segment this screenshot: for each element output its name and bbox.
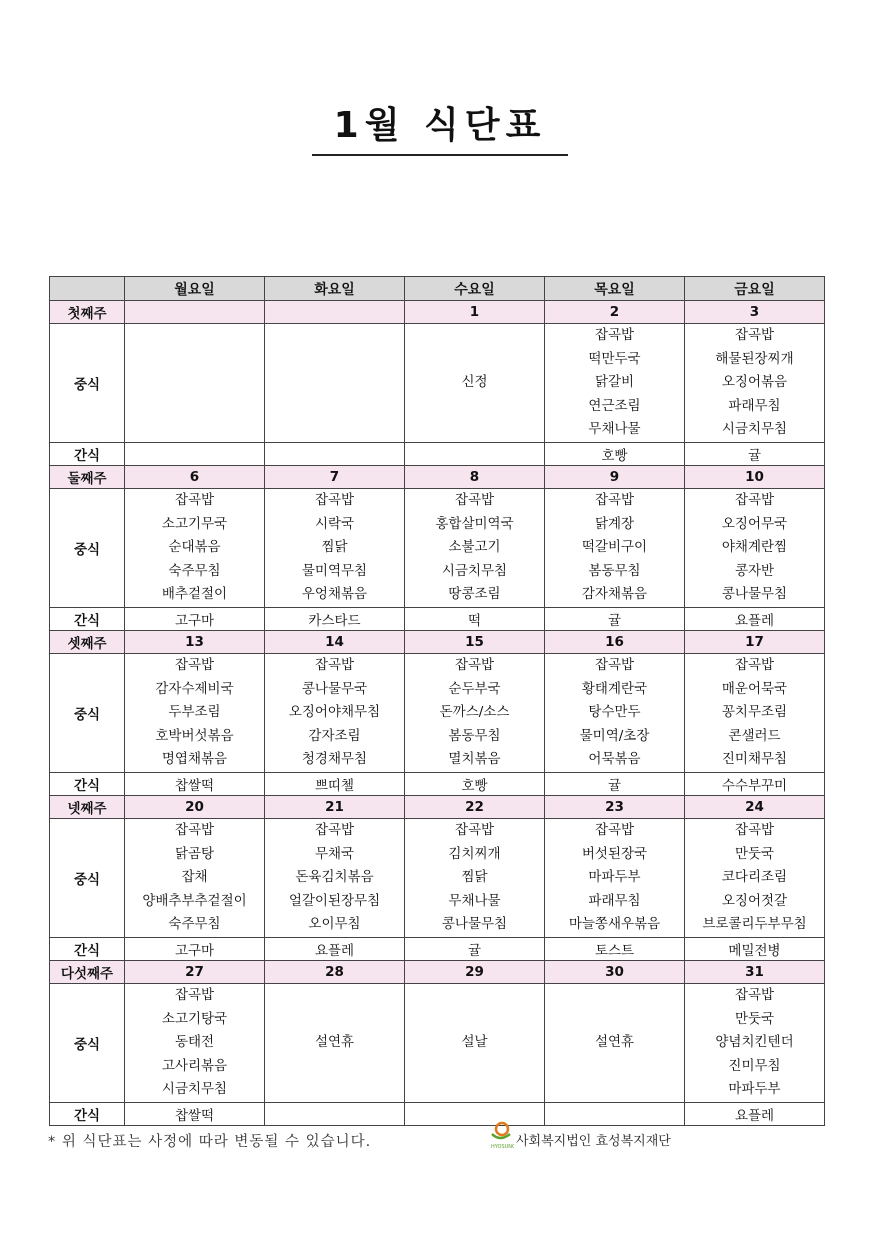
menu-item: 배추겉절이 (161, 586, 228, 603)
menu-item: 신정 (461, 374, 488, 391)
menu-item: 떡갈비구이 (581, 539, 648, 556)
lunch-row (50, 819, 825, 938)
lunch-row (50, 489, 825, 608)
menu-item: 소고기탕국 (161, 1010, 228, 1027)
menu-item: 우엉채볶음 (301, 586, 368, 603)
snack-cell: 귤 (685, 443, 825, 466)
lunch-cell (265, 984, 405, 1103)
date-cell: 17 (685, 631, 825, 654)
lunch-cell (125, 489, 265, 608)
week-label: 첫째주 (50, 301, 125, 324)
date-cell: 29 (405, 961, 545, 984)
snack-label: 간식 (50, 443, 125, 466)
menu-item: 닭계장 (594, 515, 635, 532)
menu-item: 무채국 (314, 845, 355, 862)
menu-item: 잡곡밥 (174, 822, 215, 839)
lunch-cell (405, 984, 545, 1103)
snack-cell: 찹쌀떡 (125, 1103, 265, 1126)
menu-item: 시락국 (314, 515, 355, 532)
snack-cell: 귤 (545, 608, 685, 631)
menu-item: 순대볶음 (168, 539, 221, 556)
menu-item: 청경채무침 (301, 751, 368, 768)
menu-item: 잡곡밥 (734, 987, 775, 1004)
menu-item: 잡곡밥 (594, 327, 635, 344)
week-label: 다섯째주 (50, 961, 125, 984)
menu-item: 멸치볶음 (448, 751, 501, 768)
menu-item: 무채나물 (588, 421, 641, 438)
lunch-cell (545, 984, 685, 1103)
menu-item: 탕수만두 (588, 704, 641, 721)
week-row (50, 961, 825, 984)
menu-item: 숙주무침 (168, 916, 221, 933)
week-label: 넷째주 (50, 796, 125, 819)
menu-item: 오징어볶음 (721, 374, 788, 391)
lunch-label: 중식 (50, 984, 125, 1103)
menu-item: 잡곡밥 (734, 327, 775, 344)
menu-item: 잡곡밥 (174, 492, 215, 509)
snack-cell: 귤 (405, 938, 545, 961)
menu-item: 잡곡밥 (314, 492, 355, 509)
lunch-cell (405, 819, 545, 938)
org-name: 사회복지법인 효성복지재단 (516, 1133, 671, 1149)
menu-item: 잡곡밥 (454, 492, 495, 509)
week-label: 셋째주 (50, 631, 125, 654)
menu-item: 오징어젓갈 (721, 892, 788, 909)
snack-cell: 수수부꾸미 (685, 773, 825, 796)
snack-label: 간식 (50, 938, 125, 961)
lunch-label: 중식 (50, 654, 125, 773)
snack-cell (405, 443, 545, 466)
snack-row (50, 608, 825, 631)
menu-item: 홍합살미역국 (435, 515, 514, 532)
date-cell: 7 (265, 466, 405, 489)
menu-item: 시금치무침 (721, 421, 788, 438)
footer-note: * 위 식단표는 사정에 따라 변동될 수 있습니다. (48, 1134, 372, 1150)
menu-item: 야채계란찜 (721, 539, 788, 556)
lunch-cell (125, 654, 265, 773)
menu-item: 물미역/초장 (579, 727, 650, 744)
date-cell: 9 (545, 466, 685, 489)
menu-item: 잡곡밥 (174, 987, 215, 1004)
menu-item: 마파두부 (588, 869, 641, 886)
menu-item: 꽁치무조림 (721, 704, 788, 721)
lunch-cell (125, 819, 265, 938)
menu-item: 브로콜리두부무침 (702, 916, 807, 933)
menu-item: 시금치무침 (161, 1081, 228, 1098)
week-row (50, 301, 825, 324)
snack-cell: 고구마 (125, 938, 265, 961)
snack-cell: 고구마 (125, 608, 265, 631)
snack-label: 간식 (50, 608, 125, 631)
date-cell: 24 (685, 796, 825, 819)
menu-item: 감자채볶음 (581, 586, 648, 603)
lunch-label: 중식 (50, 324, 125, 443)
menu-item: 매운어묵국 (721, 680, 788, 697)
date-cell: 28 (265, 961, 405, 984)
lunch-cell (685, 819, 825, 938)
menu-item: 오징어무국 (721, 515, 788, 532)
lunch-cell (685, 489, 825, 608)
lunch-cell (125, 324, 265, 443)
snack-row (50, 1103, 825, 1126)
menu-item: 떡만두국 (588, 350, 641, 367)
menu-item: 소불고기 (448, 539, 501, 556)
snack-cell: 떡 (405, 608, 545, 631)
menu-item: 콩자반 (734, 562, 775, 579)
lunch-cell (685, 324, 825, 443)
date-cell: 16 (545, 631, 685, 654)
snack-cell: 요플레 (265, 938, 405, 961)
date-cell (265, 301, 405, 324)
menu-item: 연근조림 (588, 397, 641, 414)
lunch-row (50, 324, 825, 443)
snack-cell: 요플레 (685, 1103, 825, 1126)
menu-item: 잡곡밥 (314, 657, 355, 674)
week-row (50, 466, 825, 489)
menu-item: 양념치킨텐더 (715, 1034, 794, 1051)
menu-item: 동태전 (174, 1034, 215, 1051)
lunch-cell (405, 654, 545, 773)
menu-item: 잡곡밥 (454, 657, 495, 674)
menu-item: 설연휴 (314, 1034, 355, 1051)
menu-item: 호박버섯볶음 (155, 727, 234, 744)
day-header: 월요일 (125, 277, 265, 301)
lunch-cell (405, 324, 545, 443)
lunch-label: 중식 (50, 819, 125, 938)
date-cell: 1 (405, 301, 545, 324)
snack-row (50, 773, 825, 796)
menu-item: 찜닭 (461, 869, 488, 886)
week-row (50, 796, 825, 819)
snack-cell (265, 443, 405, 466)
date-cell: 22 (405, 796, 545, 819)
lunch-cell (545, 324, 685, 443)
date-cell (125, 301, 265, 324)
lunch-cell (545, 489, 685, 608)
date-cell: 23 (545, 796, 685, 819)
date-cell: 13 (125, 631, 265, 654)
page-title-wrap (0, 104, 880, 156)
lunch-cell (685, 654, 825, 773)
menu-item: 감자조림 (308, 727, 361, 744)
date-cell: 8 (405, 466, 545, 489)
snack-cell: 요플레 (685, 608, 825, 631)
date-cell: 3 (685, 301, 825, 324)
snack-cell: 귤 (545, 773, 685, 796)
lunch-cell (545, 654, 685, 773)
menu-item: 어묵볶음 (588, 751, 641, 768)
menu-item: 무채나물 (448, 892, 501, 909)
menu-item: 만둣국 (734, 845, 775, 862)
menu-item: 물미역무침 (301, 562, 368, 579)
day-header: 목요일 (545, 277, 685, 301)
menu-item: 콩나물무침 (721, 586, 788, 603)
snack-row (50, 938, 825, 961)
menu-item: 두부조림 (168, 704, 221, 721)
menu-item: 오징어야채무침 (288, 704, 381, 721)
date-cell: 30 (545, 961, 685, 984)
snack-cell (125, 443, 265, 466)
menu-item: 돈까스/소스 (439, 704, 510, 721)
menu-item: 진미채무침 (721, 751, 788, 768)
snack-cell: 카스타드 (265, 608, 405, 631)
menu-item: 만둣국 (734, 1010, 775, 1027)
menu-item: 김치찌개 (448, 845, 501, 862)
lunch-cell (265, 489, 405, 608)
lunch-cell (405, 489, 545, 608)
corner-cell (50, 277, 125, 301)
menu-table (49, 276, 825, 1126)
snack-cell (265, 1103, 405, 1126)
snack-row (50, 443, 825, 466)
date-cell: 27 (125, 961, 265, 984)
week-label: 둘째주 (50, 466, 125, 489)
date-cell: 31 (685, 961, 825, 984)
menu-item: 잡채 (181, 869, 208, 886)
snack-cell: 찹쌀떡 (125, 773, 265, 796)
menu-item: 잡곡밥 (594, 822, 635, 839)
lunch-row (50, 984, 825, 1103)
menu-item: 숙주무침 (168, 562, 221, 579)
menu-item: 잡곡밥 (734, 822, 775, 839)
menu-item: 진미무침 (728, 1057, 781, 1074)
menu-item: 잡곡밥 (734, 492, 775, 509)
menu-item: 잡곡밥 (454, 822, 495, 839)
snack-label: 간식 (50, 1103, 125, 1126)
menu-item: 오이무침 (308, 916, 361, 933)
lunch-cell (125, 984, 265, 1103)
menu-item: 파래무침 (588, 892, 641, 909)
menu-item: 닭곰탕 (174, 845, 215, 862)
date-cell: 10 (685, 466, 825, 489)
menu-item: 잡곡밥 (174, 657, 215, 674)
date-cell: 20 (125, 796, 265, 819)
lunch-cell (265, 324, 405, 443)
menu-item: 돈육김치볶음 (295, 869, 374, 886)
day-header: 수요일 (405, 277, 545, 301)
menu-item: 콘샐러드 (728, 727, 781, 744)
snack-label: 간식 (50, 773, 125, 796)
lunch-cell (685, 984, 825, 1103)
date-cell: 6 (125, 466, 265, 489)
day-header: 화요일 (265, 277, 405, 301)
menu-item: 감자수제비국 (155, 680, 234, 697)
menu-item: 시금치무침 (441, 562, 508, 579)
menu-item: 양배추부추겉절이 (142, 892, 247, 909)
menu-item: 버섯된장국 (581, 845, 648, 862)
menu-item: 파래무침 (728, 397, 781, 414)
menu-item: 봄동무침 (588, 562, 641, 579)
menu-item: 고사리볶음 (161, 1057, 228, 1074)
menu-item: 소고기무국 (161, 515, 228, 532)
date-cell: 15 (405, 631, 545, 654)
menu-item: 순두부국 (448, 680, 501, 697)
menu-item: 잡곡밥 (594, 492, 635, 509)
lunch-cell (545, 819, 685, 938)
snack-cell: 호빵 (405, 773, 545, 796)
lunch-label: 중식 (50, 489, 125, 608)
page-title: 1월 식단표 (312, 104, 569, 156)
menu-item: 마파두부 (728, 1081, 781, 1098)
lunch-row (50, 654, 825, 773)
menu-item: 코다리조림 (721, 869, 788, 886)
menu-item: 잡곡밥 (734, 657, 775, 674)
snack-cell: 쁘띠첼 (265, 773, 405, 796)
menu-item: 마늘쫑새우볶음 (568, 916, 661, 933)
menu-item: 얼갈이된장무침 (288, 892, 381, 909)
menu-item: 황태계란국 (581, 680, 648, 697)
menu-item: 잡곡밥 (594, 657, 635, 674)
menu-item: 땅콩조림 (448, 586, 501, 603)
lunch-cell (265, 654, 405, 773)
week-row (50, 631, 825, 654)
menu-item: 설날 (461, 1034, 488, 1051)
snack-cell: 호빵 (545, 443, 685, 466)
date-cell: 2 (545, 301, 685, 324)
menu-item: 명엽채볶음 (161, 751, 228, 768)
foundation-logo-icon (488, 1120, 514, 1150)
menu-item: 설연휴 (594, 1034, 635, 1051)
menu-item: 잡곡밥 (314, 822, 355, 839)
menu-item: 콩나물무침 (441, 916, 508, 933)
day-header: 금요일 (685, 277, 825, 301)
lunch-cell (265, 819, 405, 938)
date-cell: 14 (265, 631, 405, 654)
menu-item: 콩나물무국 (301, 680, 368, 697)
menu-item: 닭갈비 (594, 374, 635, 391)
day-header-row (50, 277, 825, 301)
snack-cell: 메밀전병 (685, 938, 825, 961)
org-block (488, 1120, 671, 1150)
menu-item: 해물된장찌개 (715, 350, 794, 367)
date-cell: 21 (265, 796, 405, 819)
menu-item: 봄동무침 (448, 727, 501, 744)
menu-item: 찜닭 (321, 539, 348, 556)
snack-cell: 토스트 (545, 938, 685, 961)
svg-text:HYOSUNG: HYOSUNG (491, 1144, 514, 1150)
